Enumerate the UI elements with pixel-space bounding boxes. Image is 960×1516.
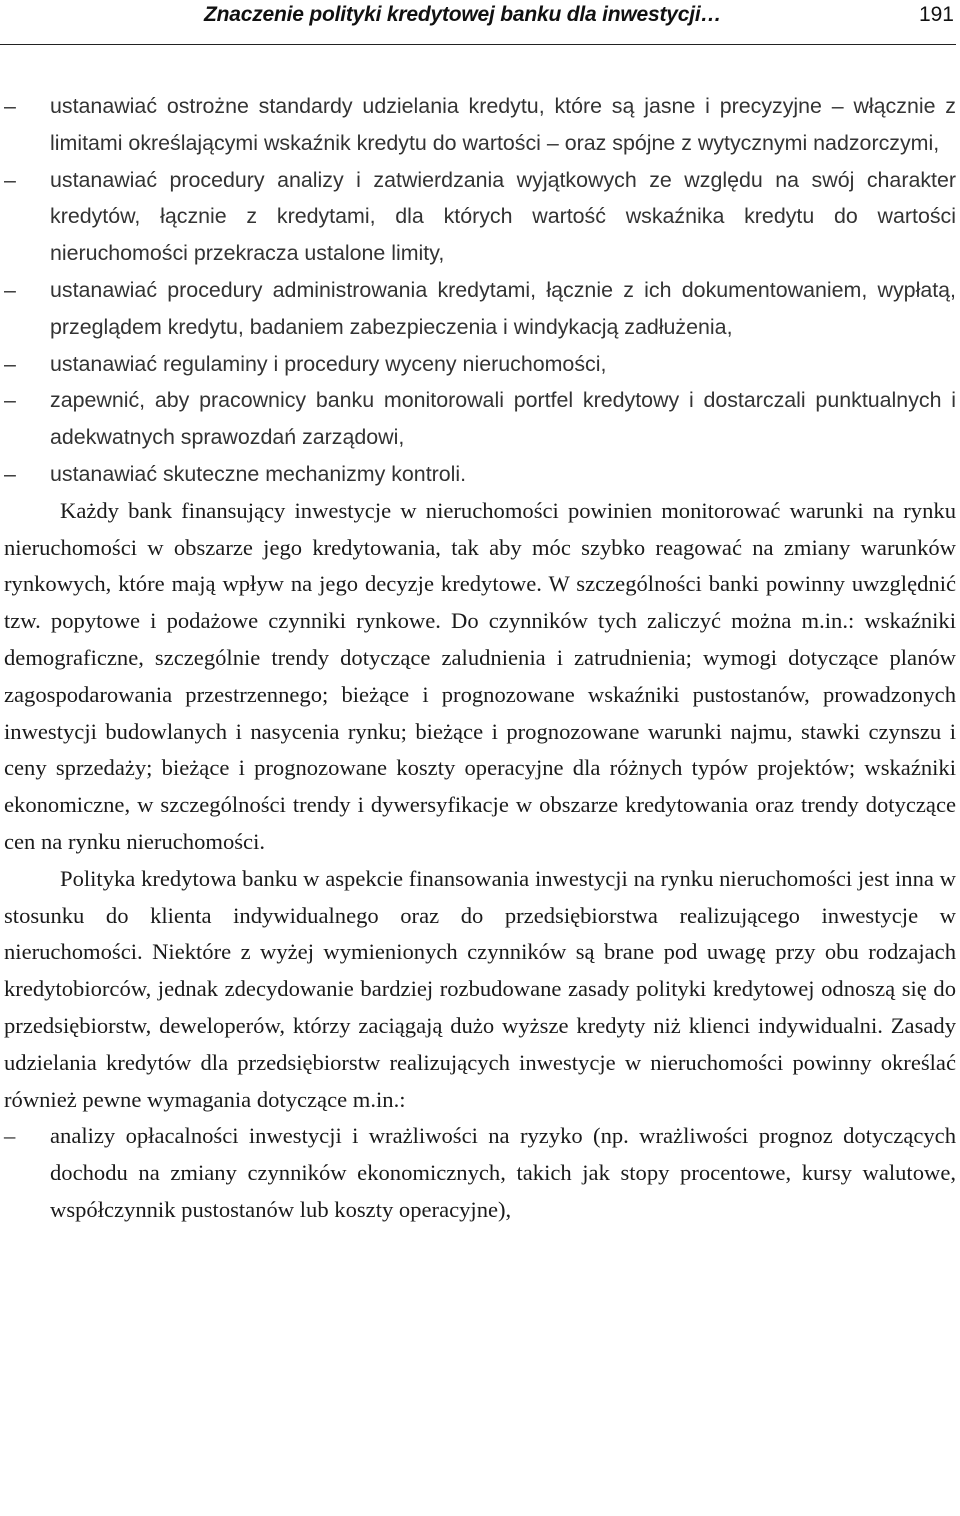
paragraph: Polityka kredytowa banku w aspekcie finansowania inwestycji na rynku nieruchomości jest inna w stosunku do klienta indywidualnego oraz do przedsiębiorstwa realizującego inwestycje w nieruchomości. Niektóre z wyżej wymienionych czynników są brane pod uwagę przy obu rodzajach kredytobiorców, jednak zdecydowanie bardziej rozbudowane zasady polityki kredytowej odnoszą się do przedsiębiorstw, deweloperów, którzy zaciągają dużo wyższe kredyty niż klienci indywidualni. Zasady udzielania kredytów dla przedsiębiorstw realizujących inwestycje w nieruchomości powinny określać również pewne wymagania dotyczące m.in.: bbox=[4, 865, 956, 1112]
paragraph: Każdy bank finansujący inwestycje w nieruchomości powinien monitorować warunki na rynku nieruchomości w obszarze jego kredytowania, tak aby móc szybko reagować na zmiany warunków rynkowych, które mają wpływ na jego decyzje kredytowe. W szczególności banki powinny uwzględnić tzw. popytowe i podażowe czynniki rynkowe. Do czynników tych zaliczyć można m.in.: wskaźniki demograficzne, szczególnie trendy dotyczące zaludnienia i zatrudnienia; wymogi dotyczące planów zagospodarowania przestrzennego; bieżące i prognozowane wskaźniki pustostanów, prowadzonych inwestycji budowlanych i nasycenia rynku; bieżące i prognozowane warunki najmu, stawki czynszu i ceny sprzedaży; bieżące i prognozowane koszty operacyjne dla różnych typów projektów; wskaźniki ekonomiczne, w szczególności trendy i dywersyfikacje w obszarze kredytowania oraz trendy dotyczące cen na rynku nieruchomości. bbox=[4, 497, 956, 854]
body-text bbox=[4, 88, 956, 1229]
list-item: – ustanawiać skuteczne mechanizmy kontroli. bbox=[4, 456, 956, 493]
running-header bbox=[0, 0, 956, 45]
requirements-list bbox=[4, 1118, 956, 1228]
list-item: – ustanawiać regulaminy i procedury wyceny nieruchomości, bbox=[4, 346, 956, 383]
page-number: 191 bbox=[918, 3, 954, 26]
list-item: – ustanawiać ostrożne standardy udzielania kredytu, które są jasne i precyzyjne – włącznie z limitami określającymi wskaźnik kredytu do wartości – oraz spójne z wytycznymi nadzorczymi, bbox=[4, 88, 956, 162]
requirements-list bbox=[4, 88, 956, 493]
list-item: – zapewnić, aby pracownicy banku monitorowali portfel kredytowy i dostarczali punktualnych i adekwatnych sprawozdań zarządowi, bbox=[4, 382, 956, 456]
list-item: – analizy opłacalności inwestycji i wrażliwości na ryzyko (np. wrażliwości prognoz dotyczących dochodu na zmiany czynników ekonomicznych, takich jak stopy procentowe, kursy walutowe, współczynnik pustostanów lub koszty operacyjne), bbox=[4, 1118, 956, 1228]
list-item: – ustanawiać procedury administrowania kredytami, łącznie z ich dokumentowaniem, wypłatą, przeglądem kredytu, badaniem zabezpieczenia i windykacją zadłużenia, bbox=[4, 272, 956, 346]
list-item: – ustanawiać procedury analizy i zatwierdzania wyjątkowych ze względu na swój charakter kredytów, łącznie z kredytami, dla których wartość wskaźnika kredytu do wartości nieruchomości przekracza ustalone limity, bbox=[4, 162, 956, 272]
running-header-title: Znaczenie polityki kredytowej banku dla inwestycji… bbox=[204, 3, 722, 26]
